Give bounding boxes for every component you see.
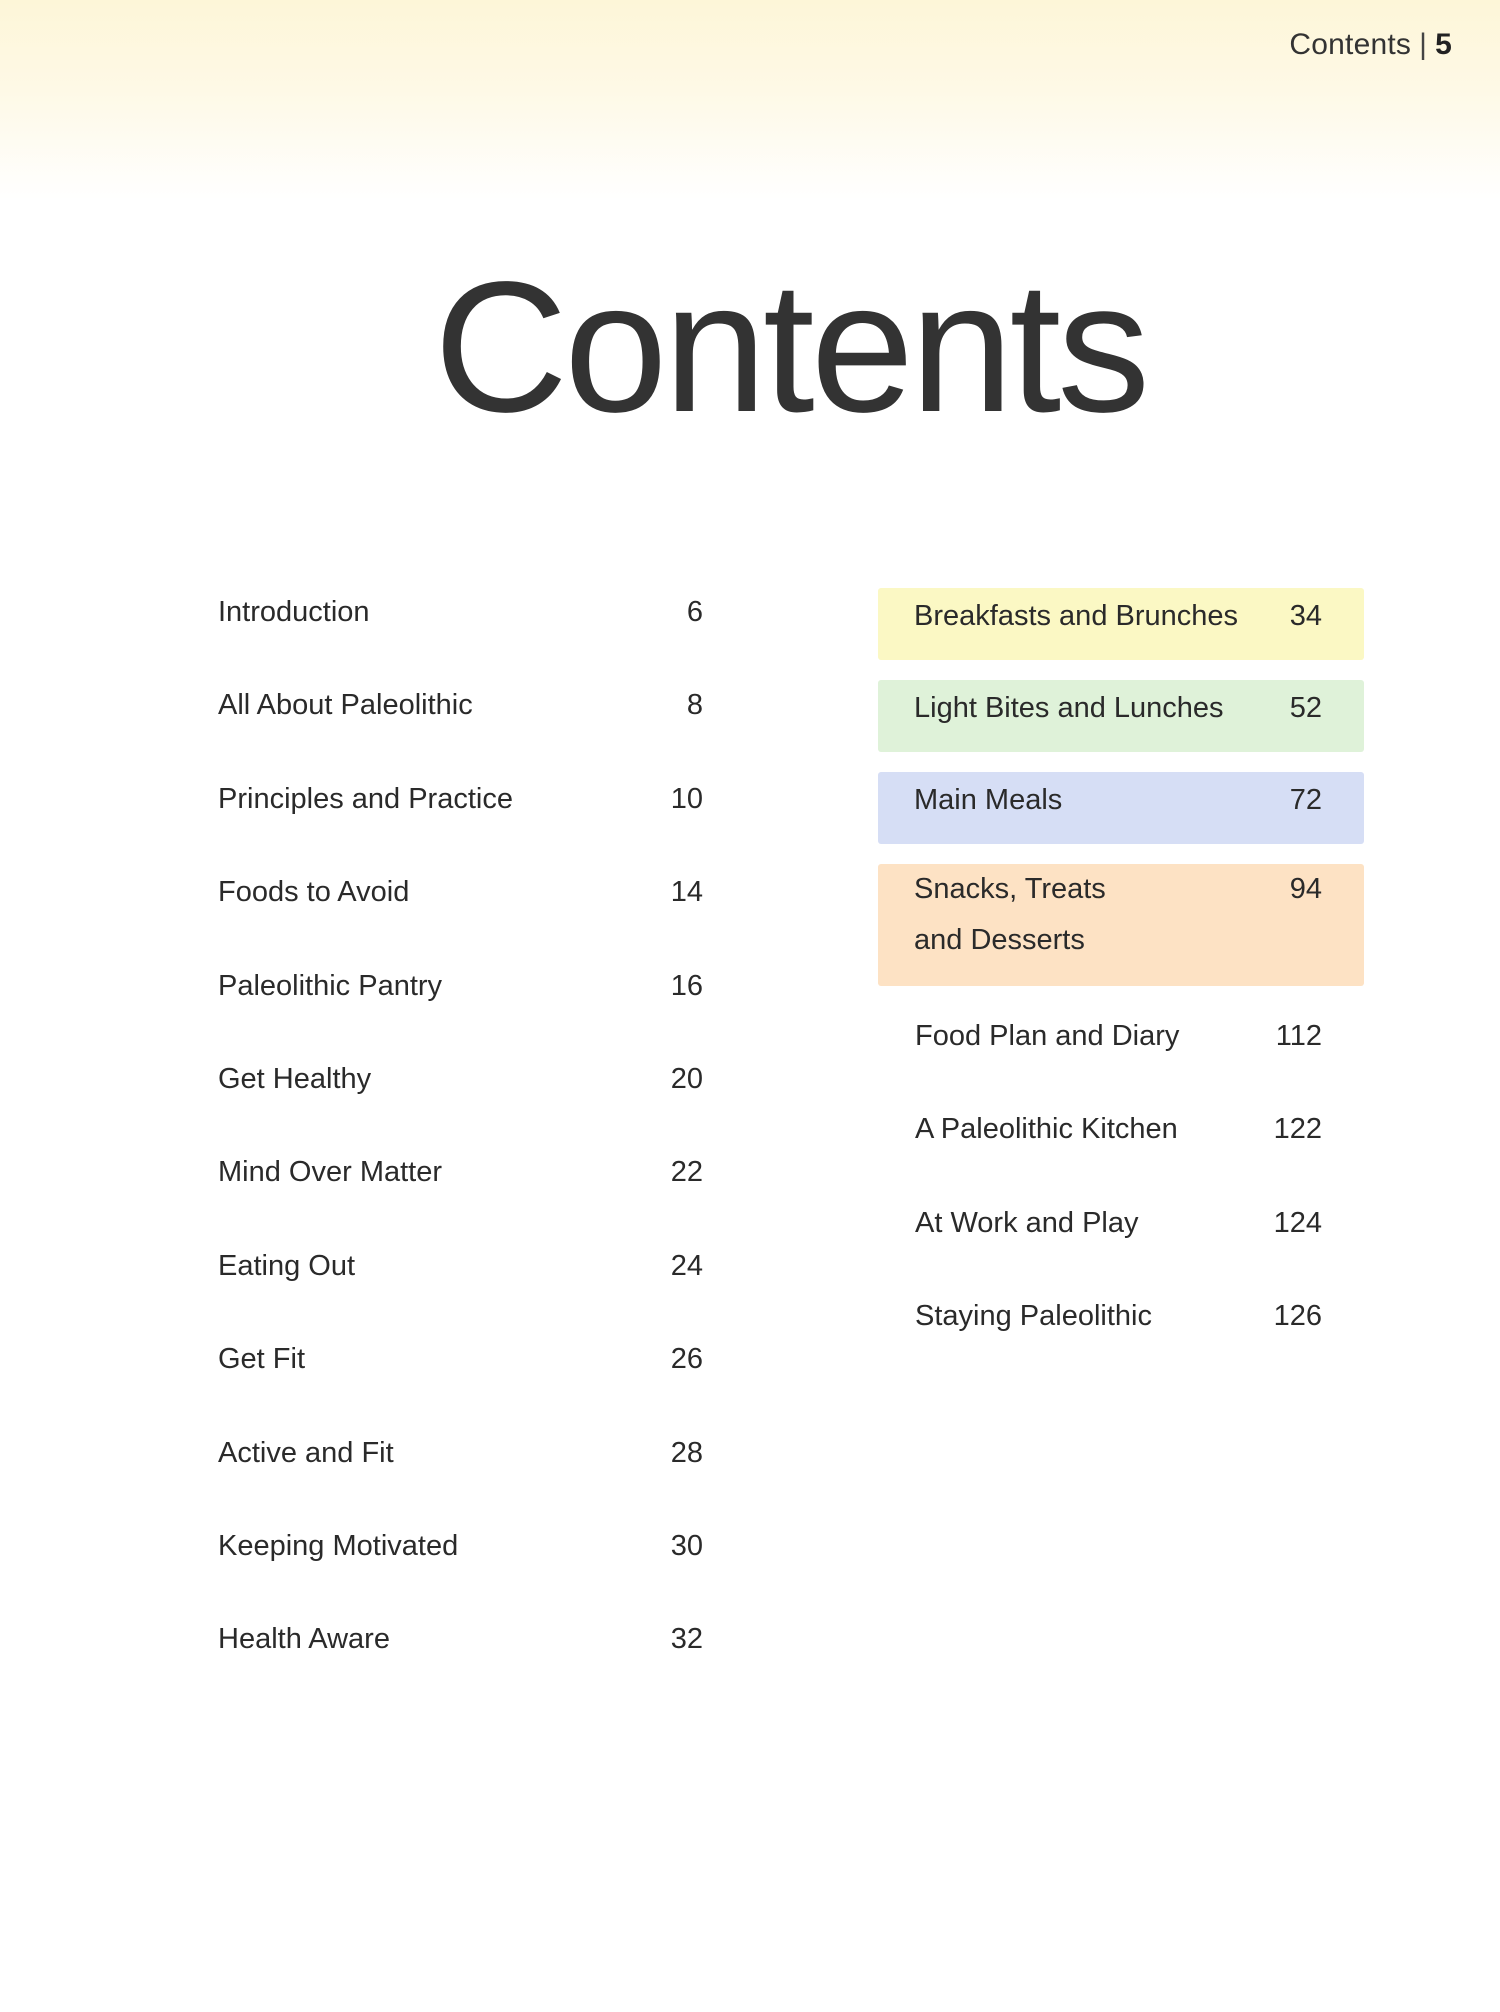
running-header-section: Contents — [1289, 28, 1412, 61]
running-header — [1289, 28, 1452, 62]
toc-entry-title: Principles and Practice — [218, 782, 513, 815]
toc-entry-page: 26 — [670, 1343, 703, 1376]
toc-entry-title: At Work and Play — [915, 1206, 1139, 1239]
toc-entry-title: Keeping Motivated — [218, 1529, 459, 1562]
toc-section-main-meals[interactable] — [878, 772, 1364, 844]
toc-entry[interactable] — [878, 1020, 1364, 1113]
toc-entry-title: Breakfasts and Brunches — [914, 600, 1239, 632]
toc-entry-page: 24 — [670, 1249, 703, 1282]
toc-entry[interactable] — [218, 876, 703, 969]
toc-entry[interactable] — [218, 1250, 703, 1343]
toc-entry-page: 10 — [670, 782, 703, 815]
toc-entry[interactable] — [218, 1437, 703, 1530]
toc-entry[interactable] — [218, 783, 703, 876]
toc-section-snacks[interactable] — [878, 864, 1364, 986]
page-number: 5 — [1435, 28, 1452, 61]
toc-entry-page: 52 — [1289, 692, 1322, 724]
toc-entry[interactable] — [878, 1207, 1364, 1300]
toc-entry-page: 30 — [670, 1529, 703, 1562]
toc-entry-title: Eating Out — [218, 1249, 356, 1282]
toc-entry[interactable] — [218, 1623, 703, 1716]
toc-entry-title: Health Aware — [218, 1623, 390, 1656]
toc-entry-page: 122 — [1273, 1113, 1322, 1146]
toc-entry-title: Get Fit — [218, 1343, 306, 1376]
toc-entry[interactable] — [218, 1530, 703, 1623]
toc-entry[interactable] — [218, 1343, 703, 1436]
toc-entry-page: 94 — [1289, 873, 1322, 905]
toc-section-light-bites[interactable] — [878, 680, 1364, 752]
toc-entry-page: 6 — [686, 596, 703, 628]
toc-entry-title-line: and Desserts — [914, 924, 1085, 956]
toc-entry-page: 32 — [670, 1623, 703, 1656]
header-background — [0, 0, 1500, 200]
toc-entry-page: 14 — [670, 876, 703, 909]
toc-entry-page: 16 — [670, 969, 703, 1002]
toc-entry[interactable] — [218, 689, 703, 782]
toc-entry-page: 28 — [670, 1436, 703, 1469]
toc-entry-title: All About Paleolithic — [218, 689, 473, 722]
toc-entry[interactable] — [218, 1156, 703, 1249]
toc-entry-title — [914, 864, 1106, 966]
toc-entry-title: Main Meals — [914, 784, 1063, 816]
page-title: Contents — [433, 244, 1147, 451]
toc-entry-title: Get Healthy — [218, 1062, 372, 1095]
toc-section-breakfasts[interactable] — [878, 588, 1364, 660]
toc-entry-page: 112 — [1275, 1020, 1322, 1052]
toc-entry-title: Paleolithic Pantry — [218, 969, 443, 1002]
toc-entry-page: 126 — [1273, 1300, 1322, 1333]
toc-entry-title: Staying Paleolithic — [915, 1300, 1152, 1333]
toc-entry-page: 124 — [1273, 1206, 1322, 1239]
toc-entry-title: Introduction — [218, 596, 370, 628]
toc-right-column — [878, 588, 1364, 1394]
toc-entry[interactable] — [218, 1063, 703, 1156]
toc-entry-page: 20 — [670, 1062, 703, 1095]
running-header-separator: | — [1419, 28, 1428, 61]
toc-entry[interactable] — [878, 1300, 1364, 1393]
toc-entry-title: A Paleolithic Kitchen — [915, 1113, 1178, 1146]
toc-left-column — [218, 596, 703, 1717]
toc-entry-page: 22 — [670, 1156, 703, 1189]
toc-entry-title: Light Bites and Lunches — [914, 692, 1224, 724]
toc-entry[interactable] — [218, 970, 703, 1063]
toc-entry[interactable] — [218, 596, 703, 689]
toc-entry-page: 34 — [1289, 600, 1322, 632]
toc-entry-title-line: Snacks, Treats — [914, 873, 1106, 905]
toc-entry-title: Foods to Avoid — [218, 876, 410, 909]
toc-entry-title: Active and Fit — [218, 1436, 394, 1469]
toc-entry-page: 72 — [1289, 784, 1322, 816]
toc-entry-title: Food Plan and Diary — [915, 1020, 1180, 1052]
toc-entry-title: Mind Over Matter — [218, 1156, 442, 1189]
toc-entry[interactable] — [878, 1113, 1364, 1206]
toc-entry-page: 8 — [686, 689, 703, 722]
